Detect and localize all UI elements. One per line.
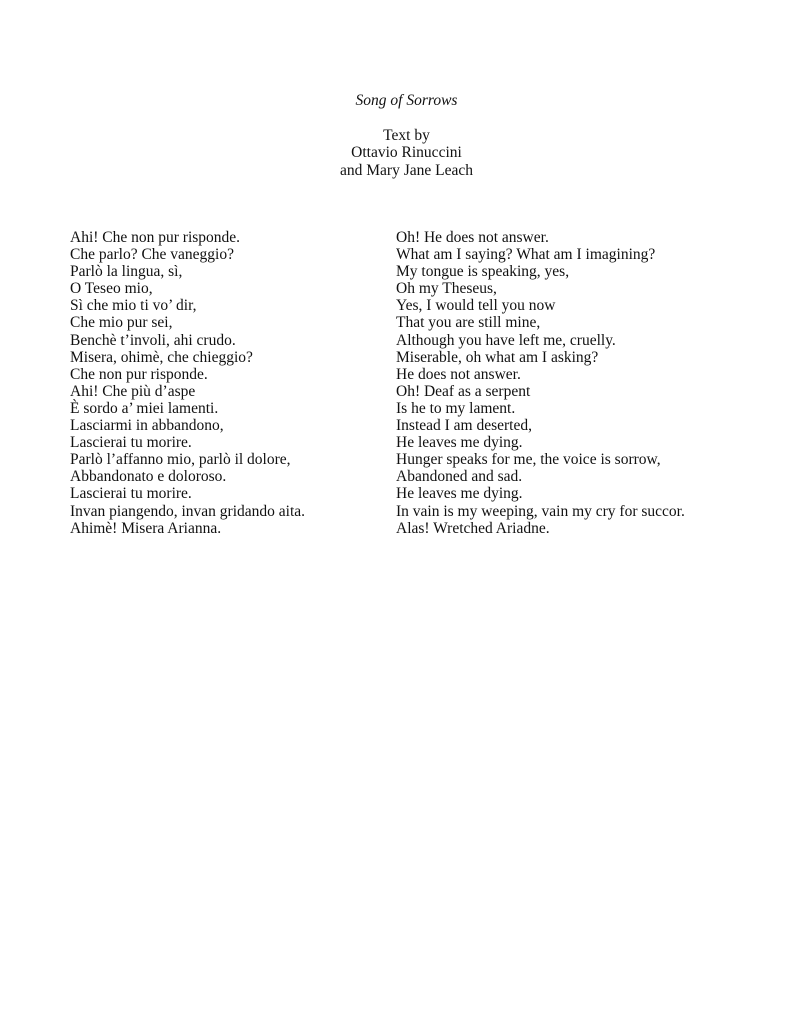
english-verse-line: Miserable, oh what am I asking?	[396, 348, 599, 366]
credit-author-1: Ottavio Rinuccini	[351, 144, 462, 161]
italian-verse-line: Abbandonato e doloroso.	[70, 468, 227, 486]
credit-author-2: and Mary Jane Leach	[340, 161, 473, 179]
english-verse-line: He leaves me dying.	[396, 434, 523, 452]
english-verse-line: Oh! Deaf as a serpent	[396, 382, 531, 400]
italian-verse-line: Che parlo? Che vaneggio?	[70, 246, 234, 264]
italian-verse-line: Parlò l’affanno mio, parlò il dolore,	[70, 451, 291, 469]
english-verse-line: Oh my Theseus,	[396, 280, 497, 298]
english-verse-line: Oh! He does not answer.	[396, 229, 549, 246]
english-verse-line: Yes, I would tell you now	[396, 297, 556, 315]
english-text-column	[396, 229, 776, 537]
italian-verse-line: Lascierai tu morire.	[70, 434, 192, 452]
english-verse-line: Abandoned and sad.	[396, 468, 523, 486]
italian-verse-line: Invan piangendo, invan gridando aita.	[70, 502, 306, 520]
italian-verse-line: Che non pur risponde.	[70, 365, 208, 383]
english-verse-line: Although you have left me, cruelly.	[396, 331, 616, 349]
english-verse-line: In vain is my weeping, vain my cry for succor.	[396, 502, 685, 520]
english-verse-line: What am I saying? What am I imagining?	[396, 246, 656, 264]
italian-verse-line: Parlò la lingua, sì,	[70, 263, 183, 281]
italian-verse-line: Lasciarmi in abbandono,	[70, 417, 224, 435]
english-verse-line: Alas! Wretched Ariadne.	[396, 519, 550, 537]
italian-verse-line: Ahi! Che non pur risponde.	[70, 229, 241, 246]
italian-verse-line: Benchè t’involi, ahi crudo.	[70, 331, 236, 349]
english-verse-line: My tongue is speaking, yes,	[396, 263, 570, 281]
document-title: Song of Sorrows	[355, 92, 458, 109]
english-verse-line: Hunger speaks for me, the voice is sorrow,	[396, 451, 661, 469]
italian-text-column	[70, 229, 380, 537]
english-verse-line: That you are still mine,	[396, 314, 541, 332]
document-header	[0, 92, 791, 179]
italian-verse-line: Che mio pur sei,	[70, 314, 173, 332]
english-verse-line: Instead I am deserted,	[396, 417, 532, 435]
italian-verse-line: È sordo a’ miei lamenti.	[70, 399, 219, 417]
italian-verse-line: Misera, ohimè, che chieggio?	[70, 348, 253, 366]
english-verse-line: He leaves me dying.	[396, 485, 523, 503]
english-verse-line: He does not answer.	[396, 365, 521, 383]
italian-verse-line: Ahi! Che più d’aspe	[70, 382, 196, 400]
credit-line: Text by	[383, 126, 430, 144]
italian-verse-line: O Teseo mio,	[70, 280, 153, 298]
italian-verse-line: Ahimè! Misera Arianna.	[70, 519, 222, 537]
italian-verse-line: Lascierai tu morire.	[70, 485, 192, 503]
english-verse-line: Is he to my lament.	[396, 399, 516, 417]
italian-verse-line: Sì che mio ti vo’ dir,	[70, 297, 197, 315]
